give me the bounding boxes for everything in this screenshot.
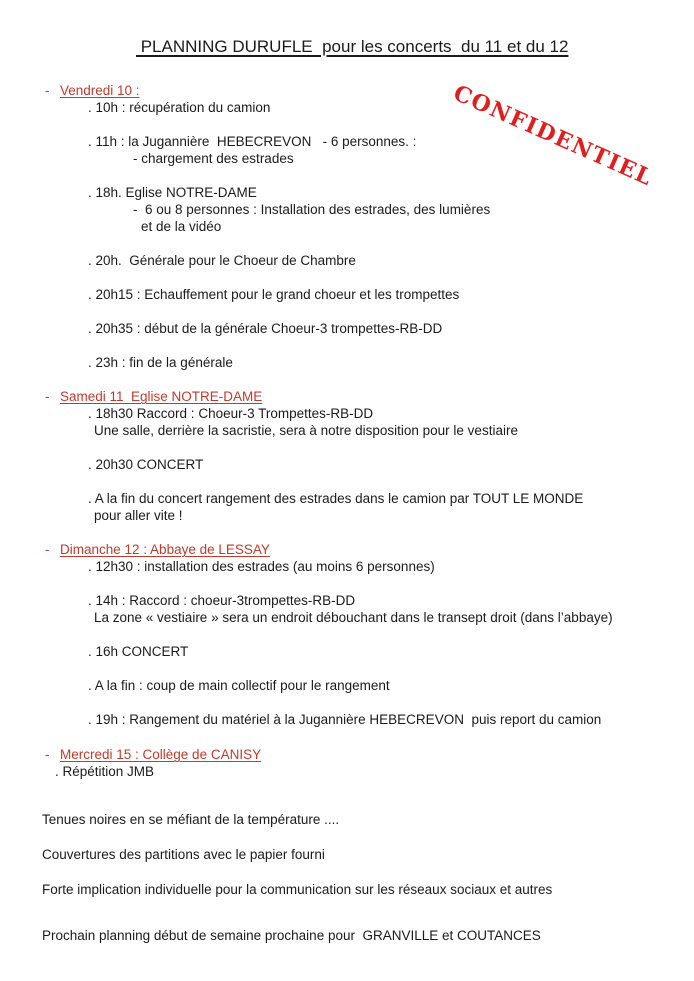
note-line: Couvertures des partitions avec le papier fourni xyxy=(42,847,325,862)
schedule-line: La zone « vestiaire » sera un endroit débouchant dans le transept droit (dans l’abbaye) xyxy=(94,610,613,625)
note-line: Tenues noires en se méfiant de la température .... xyxy=(42,812,340,827)
schedule-line: Une salle, derrière la sacristie, sera à notre disposition pour le vestiaire xyxy=(94,423,518,438)
section-heading-vendredi-10 xyxy=(0,82,694,99)
section-heading-samedi-11 xyxy=(0,388,694,405)
schedule-line: . 20h30 CONCERT xyxy=(88,457,204,472)
schedule-line: . 19h : Rangement du matériel à la Jugannière HEBECREVON puis report du camion xyxy=(88,712,602,727)
schedule-line: . 20h15 : Echauffement pour le grand choeur et les trompettes xyxy=(88,287,460,302)
section-heading-text: Dimanche 12 : Abbaye de LESSAY xyxy=(60,542,270,557)
schedule-line: . 10h : récupération du camion xyxy=(88,100,271,115)
dash-bullet: - xyxy=(45,542,50,557)
schedule-line: . 20h. Générale pour le Choeur de Chambre xyxy=(88,253,356,268)
schedule-line: . 12h30 : installation des estrades (au moins 6 personnes) xyxy=(88,559,435,574)
note-line: Forte implication individuelle pour la communication sur les réseaux sociaux et autres xyxy=(42,882,553,897)
footer-line: Prochain planning début de semaine prochaine pour GRANVILLE et COUTANCES xyxy=(42,928,541,943)
schedule-line: . 14h : Raccord : choeur-3trompettes-RB-DD xyxy=(88,593,356,608)
schedule-line: . A la fin : coup de main collectif pour le rangement xyxy=(88,678,390,693)
section-heading-text: Mercredi 15 : Collège de CANISY xyxy=(60,747,262,762)
schedule-line: . 18h30 Raccord : Choeur-3 Trompettes-RB-DD xyxy=(88,406,374,421)
schedule-line: - chargement des estrades xyxy=(133,151,294,166)
schedule-line: . A la fin du concert rangement des estrades dans le camion par TOUT LE MONDE xyxy=(88,491,584,506)
schedule-line: - 6 ou 8 personnes : Installation des estrades, des lumières xyxy=(133,202,491,217)
section-heading-text: Samedi 11 Eglise NOTRE-DAME xyxy=(60,389,263,404)
section-heading-mercredi-15 xyxy=(0,746,694,763)
dash-bullet: - xyxy=(45,747,50,762)
schedule-line: . 18h. Eglise NOTRE-DAME xyxy=(88,185,257,200)
schedule-line: . Répétition JMB xyxy=(55,764,155,779)
confidentiel-stamp: CONFIDENTIEL xyxy=(449,80,657,192)
schedule-line: . 11h : la Jugannière HEBECREVON - 6 personnes. : xyxy=(88,134,417,149)
schedule-line: . 16h CONCERT xyxy=(88,644,189,659)
schedule-line: pour aller vite ! xyxy=(94,508,183,523)
schedule-line: et de la vidéo xyxy=(141,219,222,234)
page-title xyxy=(0,0,694,58)
section-heading-text: Vendredi 10 : xyxy=(60,83,140,98)
schedule-line: . 23h : fin de la générale xyxy=(88,355,233,370)
dash-bullet: - xyxy=(45,389,50,404)
page-title-text: PLANNING DURUFLE pour les concerts du 11 et du 12 xyxy=(136,37,569,56)
dash-bullet: - xyxy=(45,83,50,98)
schedule-line: . 20h35 : début de la générale Choeur-3 trompettes-RB-DD xyxy=(88,321,443,336)
section-heading-dimanche-12 xyxy=(0,541,694,558)
